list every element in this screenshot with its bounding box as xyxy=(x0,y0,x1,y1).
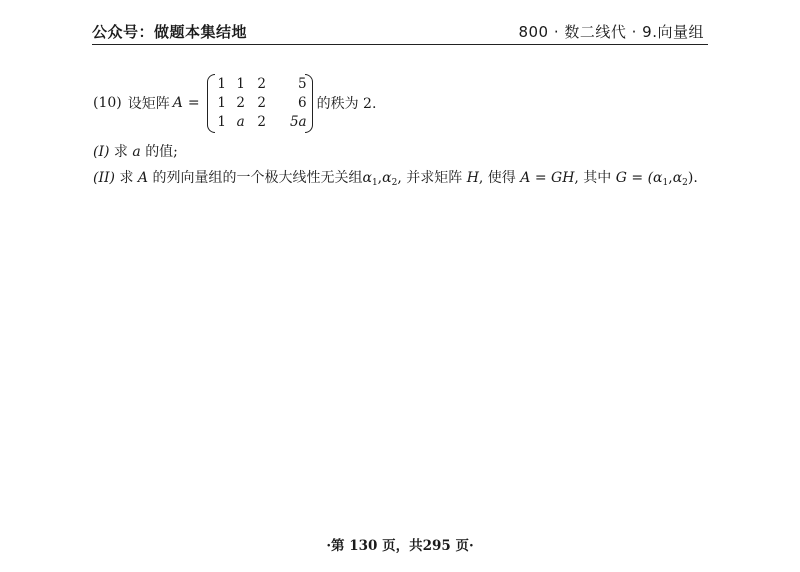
problem-statement xyxy=(93,73,376,133)
matrix-cell: 2 xyxy=(257,75,266,92)
part-two-var-a: A xyxy=(137,170,149,186)
matrix-cell: 1 xyxy=(236,75,245,92)
part-two-text: , 其中 xyxy=(574,170,612,186)
subscript: 1 xyxy=(371,178,378,188)
part-one-variable: a xyxy=(132,144,141,160)
matrix-cell: 2 xyxy=(257,94,266,111)
part-two-text: , 使得 xyxy=(478,170,516,186)
part-two-text: , 并求矩阵 xyxy=(397,170,463,186)
left-parenthesis xyxy=(207,74,215,133)
alpha-symbol: α xyxy=(362,170,372,186)
problem-number: (10) xyxy=(93,95,122,111)
part-two-text: 的列向量组的一个极大线性无关组 xyxy=(152,170,363,186)
matrix-cell: 1 xyxy=(217,94,226,111)
equation-g: G = ( xyxy=(615,170,654,186)
page-footer: ·第 130 页，共295 页· xyxy=(326,538,474,554)
matrix-cell: 5a xyxy=(289,113,307,130)
matrix-cell: 1 xyxy=(217,113,226,130)
part-one-label: (I) xyxy=(93,144,110,160)
problem-text-after: 的秩为 2. xyxy=(316,96,377,112)
subscript: 2 xyxy=(682,178,688,188)
part-two-var-h: H xyxy=(466,170,479,186)
part-one-text: 求 xyxy=(113,144,128,160)
comma: , xyxy=(668,170,673,186)
part-one xyxy=(93,143,178,161)
header-right-title: 800 · 数二线代 · 9.向量组 xyxy=(518,23,704,41)
closing-paren: ). xyxy=(687,170,698,186)
matrix-cell: 1 xyxy=(217,75,226,92)
subscript: 2 xyxy=(391,178,398,188)
header-left-title: 公众号：做题本集结地 xyxy=(92,23,248,41)
part-two-text: 求 xyxy=(119,170,134,186)
subscript: 1 xyxy=(662,178,669,188)
part-two xyxy=(93,169,698,192)
matrix-cell: 2 xyxy=(236,94,245,111)
matrix-cell: 2 xyxy=(257,113,266,130)
right-parenthesis xyxy=(305,74,313,133)
matrix-cell: 6 xyxy=(298,94,307,111)
problem-text-before: 设矩阵 xyxy=(127,96,170,112)
matrix-name: A xyxy=(172,95,183,111)
part-two-label: (II) xyxy=(93,170,115,186)
comma: , xyxy=(377,170,383,186)
alpha-symbol: α xyxy=(653,170,663,186)
part-one-text-end: 的值; xyxy=(145,144,178,160)
matrix-cell: a xyxy=(236,113,245,130)
alpha-symbol: α xyxy=(672,170,683,186)
matrix xyxy=(207,75,313,132)
equals-sign: = xyxy=(187,95,200,111)
matrix-cell: 5 xyxy=(298,75,307,92)
equation-a-gh: A = GH xyxy=(520,170,575,186)
alpha-symbol: α xyxy=(382,170,392,186)
header-divider xyxy=(92,44,708,45)
